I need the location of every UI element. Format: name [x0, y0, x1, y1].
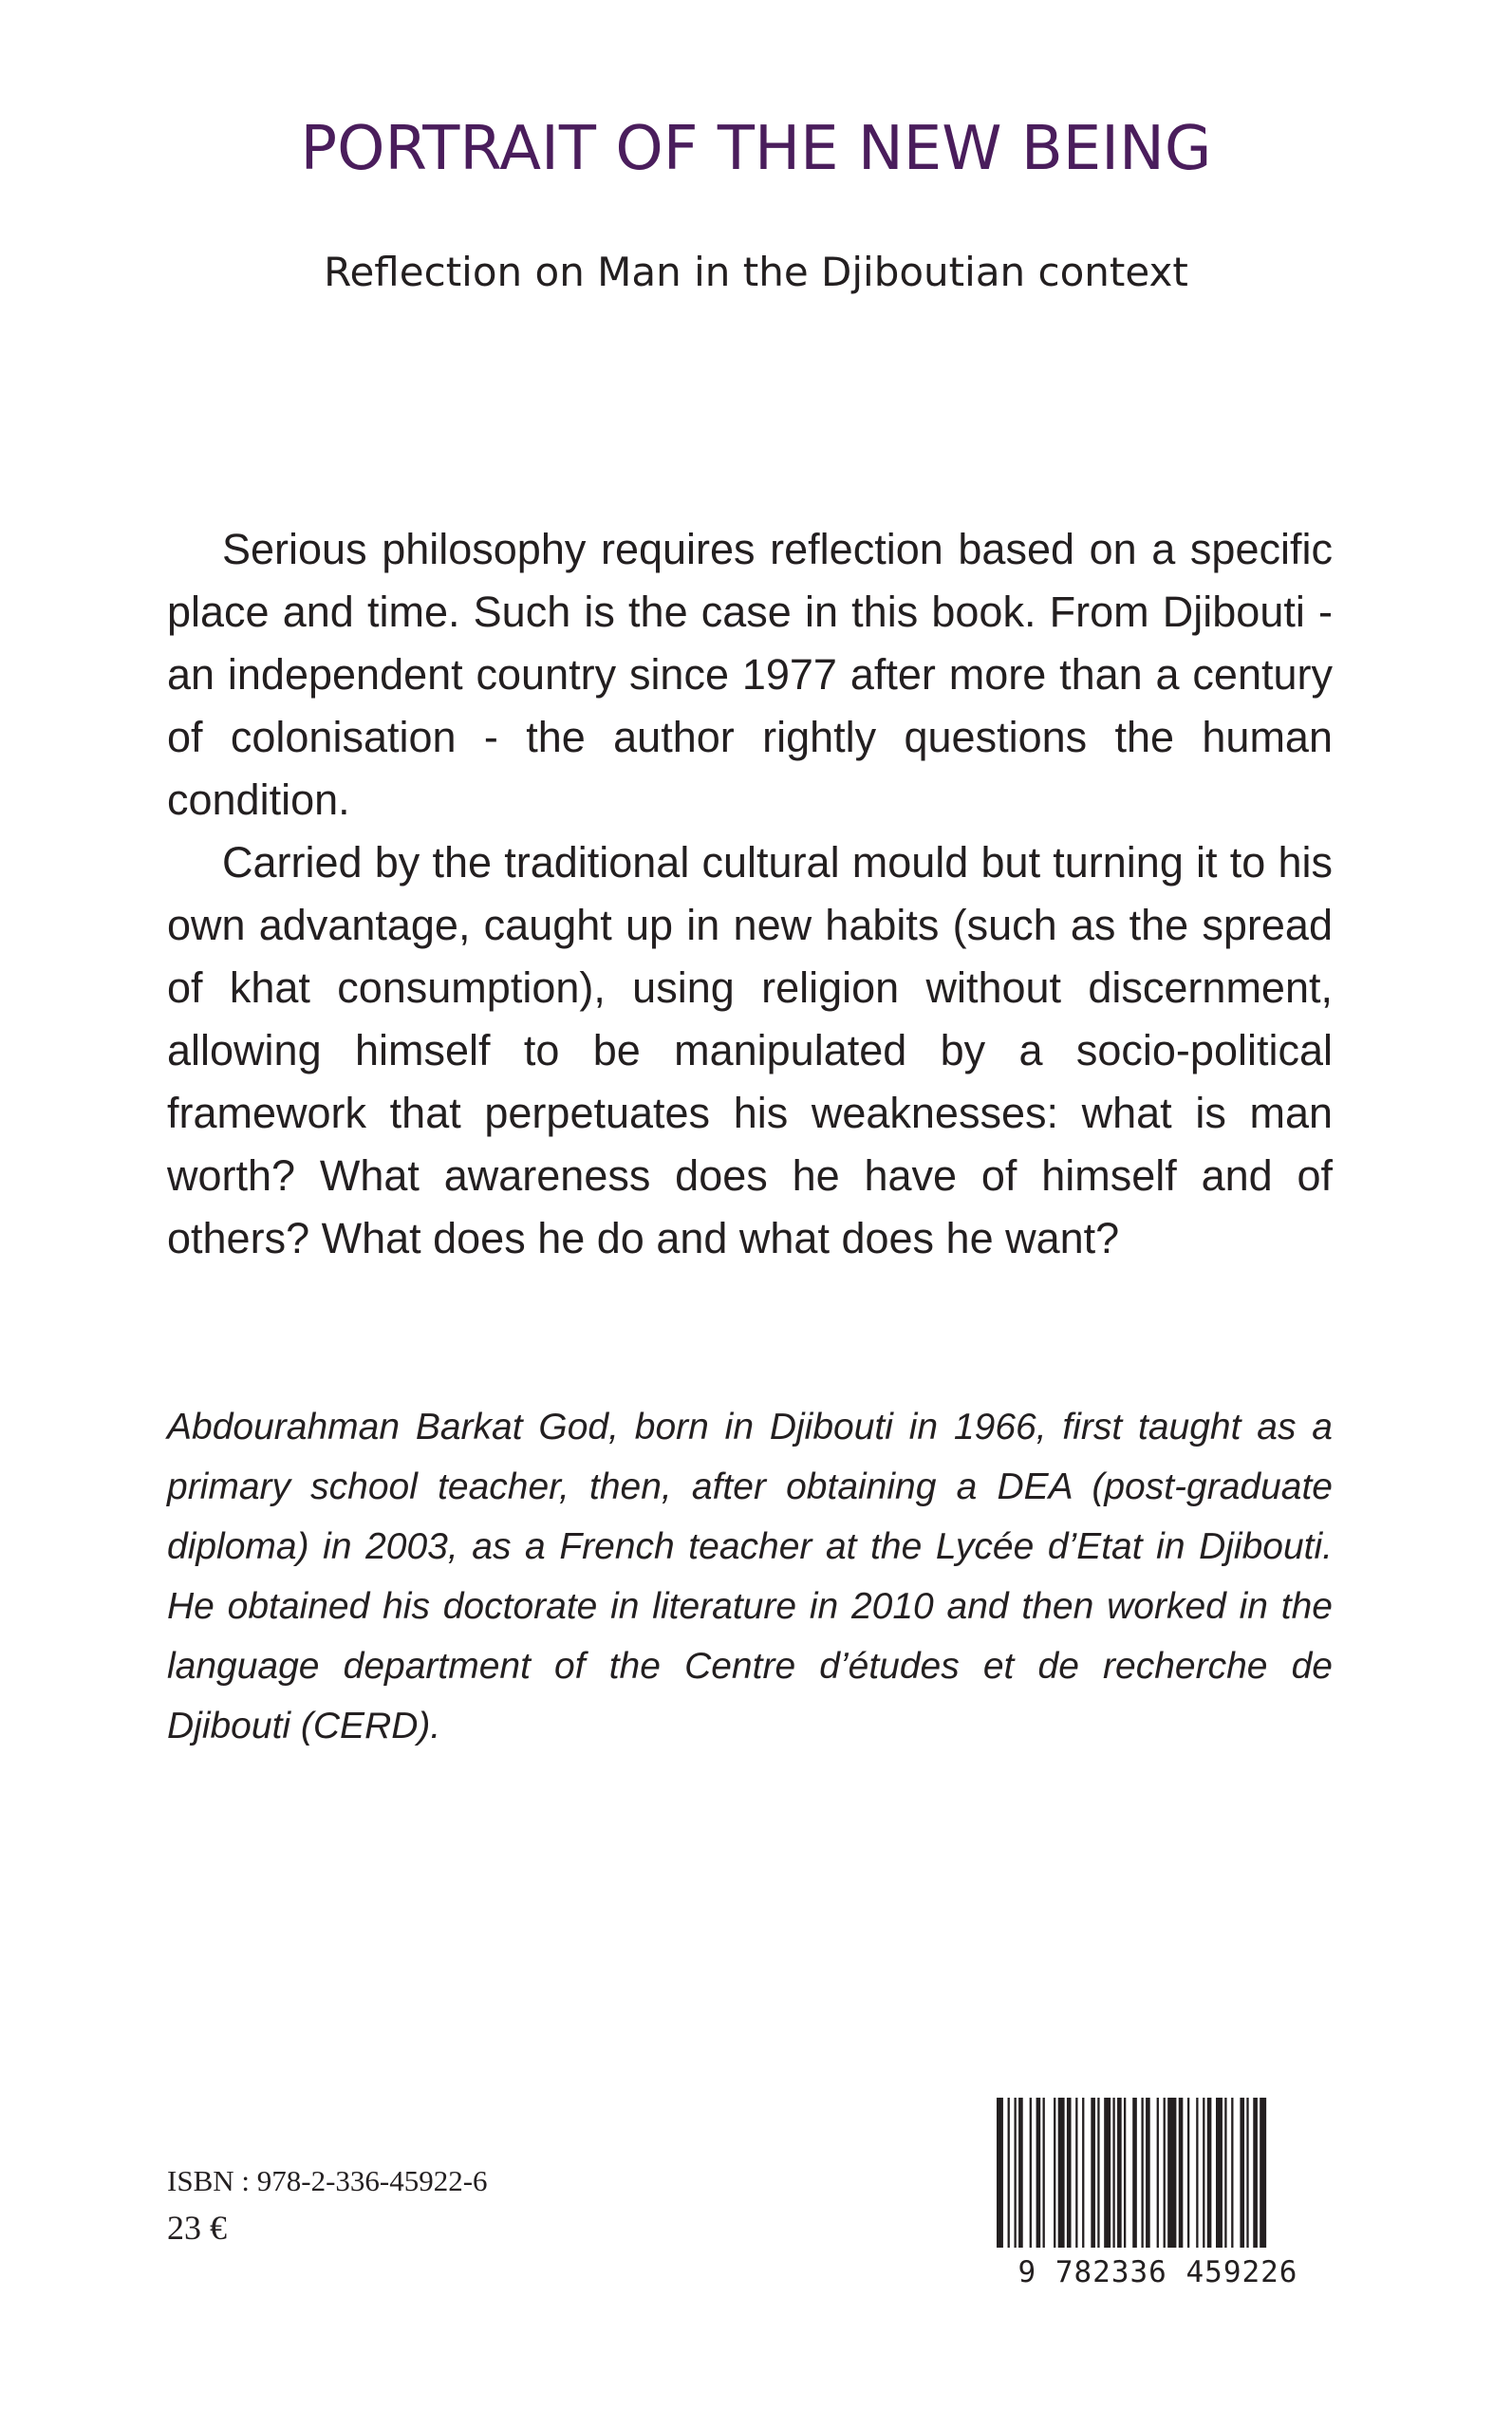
- barcode-bar: [1030, 2098, 1032, 2248]
- barcode-bar: [1216, 2098, 1223, 2248]
- barcode-bar: [1117, 2098, 1122, 2248]
- blurb-paragraph-1: Serious philosophy requires reflection based on a specific place and time. Such is the case in this book. From Djibouti - an independent country since 1977 after more than a century of colonisation - the author rightly questions the human condition.: [167, 525, 1333, 824]
- barcode-bar: [1067, 2098, 1072, 2248]
- author-bio-paragraph: [167, 1397, 1333, 1756]
- barcode-bar: [1240, 2098, 1244, 2248]
- barcode-bar: [1207, 2098, 1212, 2248]
- blurb-paragraph-2: Carried by the traditional cultural mould but turning it to his own advantage, caught up in new habits (such as the spread of khat consumption), using religion without discernment, allowing himself to be manipulated by a socio-political framework that perpetuates his weaknesses: what is man worth? What awareness does he have of himself and of others? What does he do and what does he want?: [167, 838, 1333, 1262]
- barcode-bar: [1167, 2098, 1176, 2248]
- barcode-bar: [1203, 2098, 1204, 2248]
- barcode-bar: [1018, 2098, 1023, 2248]
- barcode-bar: [1091, 2098, 1095, 2248]
- barcode-bar: [1124, 2098, 1126, 2248]
- price-label: 23 €: [167, 2209, 227, 2247]
- barcode-bar: [1224, 2098, 1226, 2248]
- barcode-bar: [1008, 2098, 1010, 2248]
- barcode-bar: [1260, 2098, 1266, 2248]
- barcode-bar: [1014, 2098, 1016, 2248]
- barcode-bar: [1043, 2098, 1045, 2248]
- barcode-bar: [1246, 2098, 1248, 2248]
- barcode-bar: [1231, 2098, 1233, 2248]
- barcode-bar: [1104, 2098, 1111, 2248]
- barcode-number: 9 782336 459226: [1017, 2255, 1298, 2288]
- barcode-bar: [1097, 2098, 1099, 2248]
- barcode-bar: [1082, 2098, 1084, 2248]
- author-bio: [167, 1397, 1333, 1756]
- book-title: PORTRAIT OF THE NEW BEING: [300, 114, 1212, 184]
- barcode-bar: [1075, 2098, 1077, 2248]
- barcode-graphic: [989, 2098, 1327, 2288]
- barcode-bar: [1058, 2098, 1065, 2248]
- barcode: [989, 2098, 1327, 2288]
- barcode-bar: [1157, 2098, 1159, 2248]
- barcode-bar: [1196, 2098, 1198, 2248]
- barcode-bar: [1036, 2098, 1041, 2248]
- author-bio-text: , born in Djibouti in 1966, first taught as a primary school teacher, then, after obtaining a DEA (post-graduate diploma) in 2003, as a French teacher at the Lycée d’Etat in Djibouti. He obtained his doctorate in literature in 2010 and then worked in the language department of the Centre d’études et de recherche de Djibouti (CERD).: [167, 1407, 1333, 1746]
- barcode-bar: [1146, 2098, 1150, 2248]
- barcode-bar: [1132, 2098, 1137, 2248]
- barcode-bar: [1164, 2098, 1166, 2248]
- barcode-bar: [997, 2098, 1003, 2248]
- author-name: Abdourahman Barkat God: [167, 1407, 609, 1447]
- isbn-label: ISBN : 978-2-336-45922-6: [167, 2164, 488, 2197]
- barcode-bar: [1054, 2098, 1055, 2248]
- book-subtitle: Reflection on Man in the Djiboutian context: [324, 249, 1188, 295]
- barcode-bar: [1253, 2098, 1258, 2248]
- barcode-bar: [1141, 2098, 1143, 2248]
- barcode-bar: [1179, 2098, 1184, 2248]
- barcode-bar: [1112, 2098, 1114, 2248]
- barcode-bar: [1187, 2098, 1189, 2248]
- blurb: [167, 518, 1333, 1270]
